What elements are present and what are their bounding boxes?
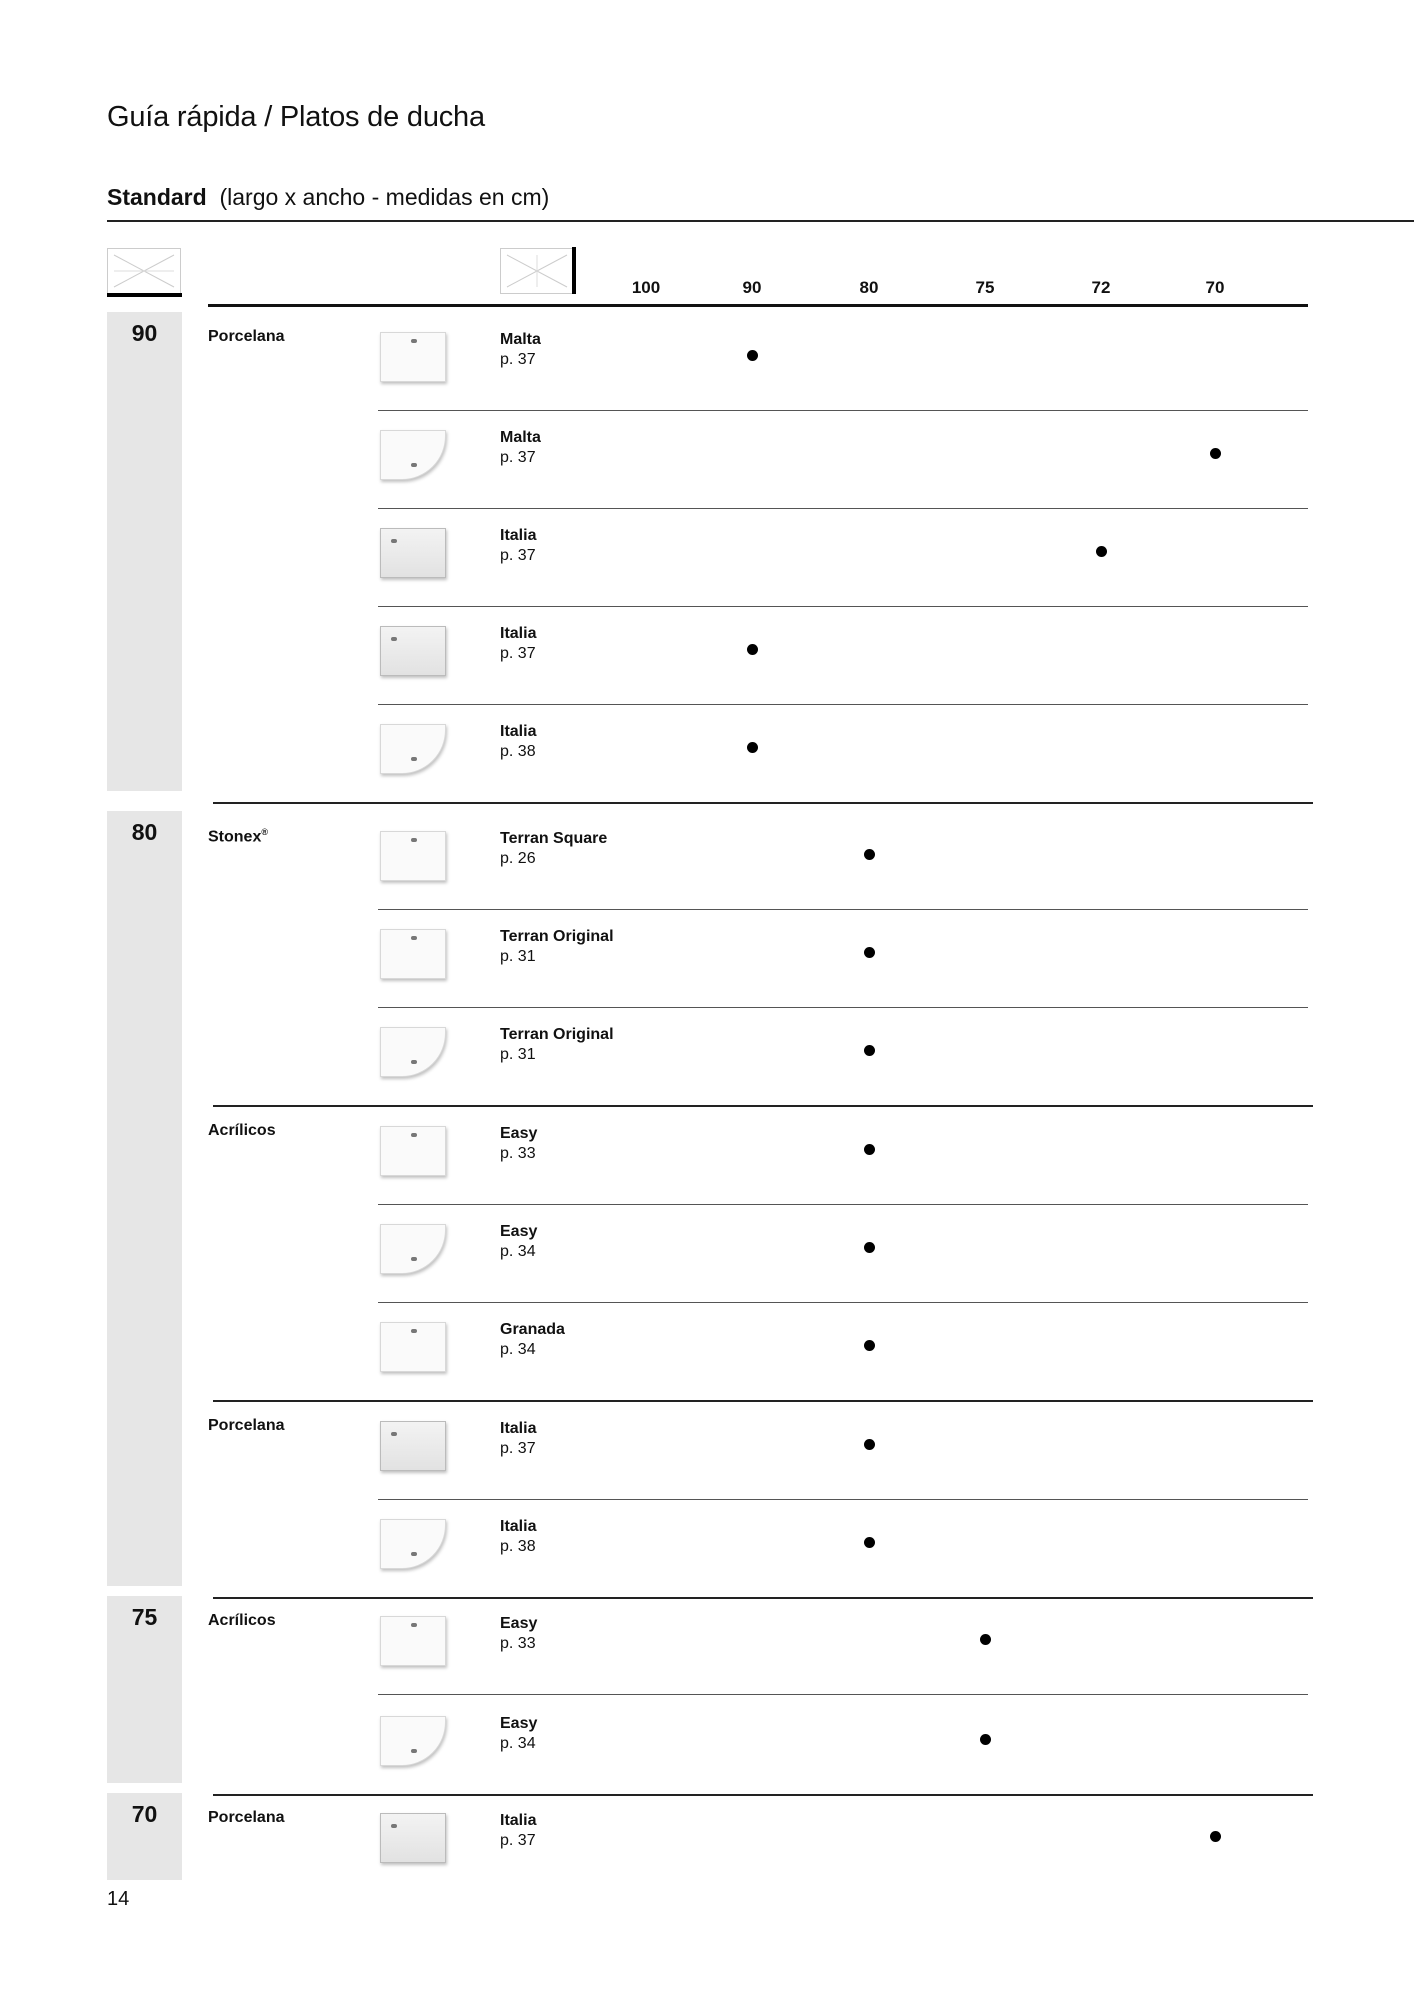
- availability-dot: [864, 1340, 875, 1351]
- drain-icon: [411, 1329, 417, 1333]
- column-header-100: 100: [631, 278, 661, 297]
- row-divider: [378, 1694, 1308, 1695]
- product-name: Easy: [500, 1125, 538, 1142]
- width-label: 90: [131, 320, 158, 346]
- product-name: Italia: [500, 1420, 537, 1437]
- row-divider: [378, 606, 1308, 607]
- availability-dot: [1210, 1831, 1221, 1842]
- product-page: p. 37: [500, 449, 536, 466]
- corner-tray-thumbnail: [380, 1519, 446, 1569]
- drain-icon: [391, 1432, 397, 1436]
- product-page: p. 37: [500, 351, 536, 368]
- material-label: [208, 1612, 276, 1630]
- corner-tray-thumbnail: [380, 430, 446, 480]
- product-entry: [500, 1714, 537, 1754]
- square-tray-thumbnail: [380, 528, 446, 578]
- product-entry: [500, 428, 541, 468]
- drain-icon: [411, 463, 417, 467]
- product-name: Malta: [500, 429, 541, 446]
- square-tray-thumbnail: [380, 626, 446, 676]
- drain-icon: [411, 1552, 417, 1556]
- row-divider: [378, 909, 1308, 910]
- material-label: [208, 1417, 284, 1435]
- availability-dot: [980, 1634, 991, 1645]
- group-divider: [213, 1597, 1313, 1599]
- width-label: 75: [131, 1604, 158, 1630]
- drain-icon: [411, 339, 417, 343]
- product-entry: [500, 722, 536, 762]
- product-name: Terran Original: [500, 1026, 614, 1043]
- square-tray-thumbnail: [380, 831, 446, 881]
- group-divider: [213, 1400, 1313, 1402]
- row-divider: [378, 1499, 1308, 1500]
- material-name: Acrílicos: [208, 1612, 276, 1629]
- product-name: Terran Original: [500, 928, 614, 945]
- product-page: p. 37: [500, 1832, 536, 1849]
- drain-icon: [411, 1133, 417, 1137]
- drain-icon: [391, 1824, 397, 1828]
- product-entry: [500, 1124, 537, 1164]
- corner-tray-thumbnail: [380, 1224, 446, 1274]
- product-entry: [500, 1517, 536, 1557]
- availability-dot: [747, 742, 758, 753]
- product-page: p. 31: [500, 1046, 536, 1063]
- product-name: Italia: [500, 625, 537, 642]
- section-note: (largo x ancho - medidas en cm): [219, 184, 550, 210]
- group-divider: [213, 802, 1313, 804]
- section-subtitle: [107, 184, 549, 211]
- length-dimension-icon: [107, 248, 181, 294]
- product-name: Italia: [500, 723, 537, 740]
- top-rule: [107, 220, 1414, 222]
- material-name: Porcelana: [208, 328, 285, 345]
- product-name: Malta: [500, 331, 541, 348]
- material-name: Porcelana: [208, 1809, 285, 1826]
- width-icon-bar: [572, 247, 576, 294]
- product-entry: [500, 1811, 536, 1851]
- product-page: p. 34: [500, 1735, 536, 1752]
- registered-mark: ®: [261, 827, 268, 837]
- row-divider: [378, 410, 1308, 411]
- row-divider: [378, 1204, 1308, 1205]
- row-divider: [378, 508, 1308, 509]
- material-label: [208, 1122, 276, 1140]
- availability-dot: [747, 350, 758, 361]
- availability-dot: [980, 1734, 991, 1745]
- product-name: Terran Square: [500, 830, 608, 847]
- column-header-80: 80: [859, 278, 879, 297]
- product-entry: [500, 1419, 536, 1459]
- material-name: Acrílicos: [208, 1122, 276, 1139]
- product-page: p. 33: [500, 1635, 536, 1652]
- material-name: Porcelana: [208, 1417, 285, 1434]
- product-page: p. 33: [500, 1145, 536, 1162]
- corner-tray-thumbnail: [380, 1027, 446, 1077]
- section-label: Standard: [107, 184, 207, 210]
- product-page: p. 37: [500, 645, 536, 662]
- product-page: p. 34: [500, 1243, 536, 1260]
- length-icon-bar: [107, 293, 182, 297]
- group-divider: [213, 1794, 1313, 1796]
- availability-dot: [1096, 546, 1107, 557]
- column-header-90: 90: [742, 278, 762, 297]
- product-name: Granada: [500, 1321, 565, 1338]
- availability-dot: [1210, 448, 1221, 459]
- availability-dot: [864, 1439, 875, 1450]
- row-divider: [378, 1302, 1308, 1303]
- availability-dot: [864, 1242, 875, 1253]
- product-entry: [500, 927, 614, 967]
- product-name: Easy: [500, 1615, 538, 1632]
- material-name: Stonex: [208, 828, 262, 846]
- drain-icon: [411, 1749, 417, 1753]
- product-entry: [500, 1614, 537, 1654]
- group-divider: [213, 1105, 1313, 1107]
- product-entry: [500, 829, 607, 869]
- width-label: 80: [131, 819, 158, 845]
- drain-icon: [391, 637, 397, 641]
- product-entry: [500, 330, 541, 370]
- drain-icon: [411, 1060, 417, 1064]
- product-name: Italia: [500, 1518, 537, 1535]
- square-tray-thumbnail: [380, 1813, 446, 1863]
- row-divider: [378, 1007, 1308, 1008]
- drain-icon: [411, 757, 417, 761]
- square-tray-thumbnail: [380, 1421, 446, 1471]
- product-page: p. 38: [500, 1538, 536, 1555]
- product-name: Italia: [500, 1812, 537, 1829]
- square-tray-thumbnail: [380, 929, 446, 979]
- product-entry: [500, 624, 536, 664]
- availability-dot: [864, 1144, 875, 1155]
- width-label: 70: [131, 1801, 158, 1827]
- page-title: Guía rápida / Platos de ducha: [107, 101, 485, 133]
- availability-dot: [864, 1537, 875, 1548]
- product-name: Easy: [500, 1715, 538, 1732]
- column-header-75: 75: [975, 278, 995, 297]
- square-tray-thumbnail: [380, 1322, 446, 1372]
- column-header-70: 70: [1205, 278, 1225, 297]
- drain-icon: [411, 936, 417, 940]
- width-band-80: [107, 811, 182, 1586]
- material-label: [208, 1809, 284, 1827]
- width-dimension-icon: [500, 248, 574, 294]
- material-label: [208, 827, 268, 846]
- corner-tray-thumbnail: [380, 724, 446, 774]
- product-name: Easy: [500, 1223, 538, 1240]
- header-rule: [208, 304, 1308, 307]
- square-tray-thumbnail: [380, 1616, 446, 1666]
- drain-icon: [411, 838, 417, 842]
- product-page: p. 37: [500, 547, 536, 564]
- availability-dot: [864, 1045, 875, 1056]
- product-name: Italia: [500, 527, 537, 544]
- drain-icon: [411, 1257, 417, 1261]
- drain-icon: [411, 1623, 417, 1627]
- product-page: p. 34: [500, 1341, 536, 1358]
- width-band-90: [107, 312, 182, 791]
- availability-dot: [864, 849, 875, 860]
- product-entry: [500, 1025, 614, 1065]
- row-divider: [378, 704, 1308, 705]
- page-number: 14: [107, 1888, 130, 1910]
- product-entry: [500, 526, 536, 566]
- product-page: p. 31: [500, 948, 536, 965]
- square-tray-thumbnail: [380, 332, 446, 382]
- material-label: [208, 328, 284, 346]
- drain-icon: [391, 539, 397, 543]
- product-page: p. 26: [500, 850, 536, 867]
- availability-dot: [747, 644, 758, 655]
- product-page: p. 37: [500, 1440, 536, 1457]
- square-tray-thumbnail: [380, 1126, 446, 1176]
- availability-dot: [864, 947, 875, 958]
- column-header-72: 72: [1091, 278, 1111, 297]
- corner-tray-thumbnail: [380, 1716, 446, 1766]
- product-page: p. 38: [500, 743, 536, 760]
- product-entry: [500, 1320, 565, 1360]
- product-entry: [500, 1222, 537, 1262]
